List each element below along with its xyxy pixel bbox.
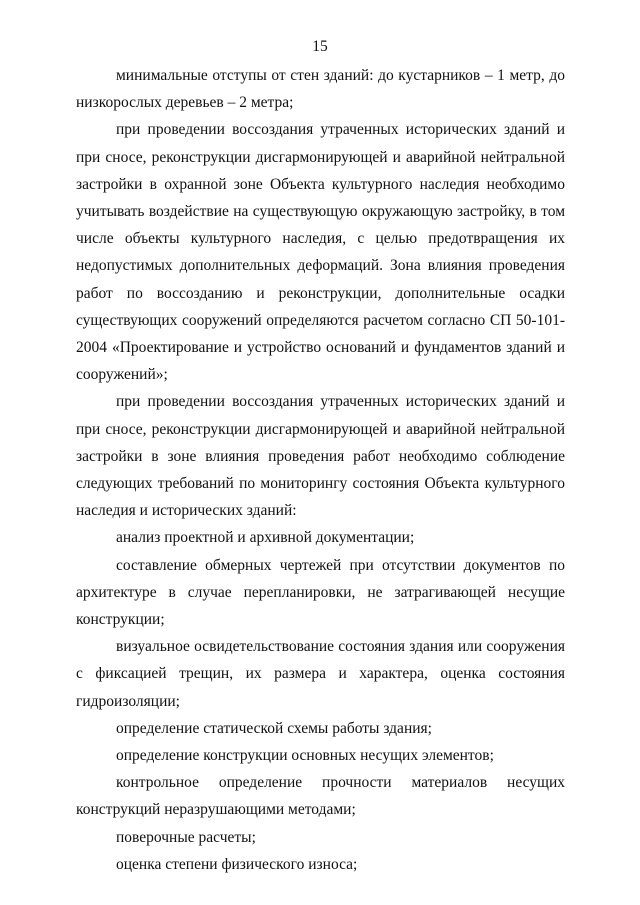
list-item-verification-calculations: поверочные расчеты;: [116, 828, 256, 846]
list-item-documentation-analysis: анализ проектной и архивной документации;: [116, 529, 415, 547]
list-item-measurement-drawings: составление обмерных чертежей при отсутствии документов по архитектуре в случае перепланировки, не затрагивающей несущие конструкции;: [76, 556, 565, 629]
page-number: 15: [312, 38, 328, 55]
document-body: [76, 62, 565, 878]
paragraph-protection-zone-impact: при проведении воссоздания утраченных исторических зданий и при сносе, реконструкции дисгармонирующей и аварийной нейтральной застройки в охранной зоне Объекта культурного наследия необходимо учитывать воздействие на существующую окружающую застройку, в том числе объекты культурного наследия, с целью предотвращения их недопустимых дополнительных деформаций. Зона влияния проведения работ по воссозданию и реконструкции, дополнительные осадки существующих сооружений определяются расчетом согласно СП 50-101-2004 «Проектирование и устройство оснований и фундаментов зданий и сооружений»;: [76, 121, 565, 384]
list-item-strength-testing: контрольное определение прочности материалов несущих конструкций неразрушающими методами;: [76, 774, 565, 819]
paragraph-planting-setbacks: минимальные отступы от стен зданий: до кустарников – 1 метр, до низкорослых деревьев – 2 метра;: [76, 67, 565, 112]
list-item-wear-assessment: оценка степени физического износа;: [116, 855, 358, 873]
paragraph-monitoring-requirements: при проведении воссоздания утраченных исторических зданий и при сносе, реконструкции дисгармонирующей и аварийной нейтральной застройки в зоне влияния проведения работ необходимо соблюдение следующих требований по мониторингу состояния Объекта культурного наследия и исторических зданий:: [76, 393, 565, 520]
list-item-load-bearing-elements: определение конструкции основных несущих элементов;: [116, 747, 494, 765]
list-item-static-scheme: определение статической схемы работы здания;: [116, 719, 432, 737]
list-item-visual-inspection: визуальное освидетельствование состояния здания или сооружения с фиксацией трещин, их размера и характера, оценка состояния гидроизоляции;: [76, 638, 565, 710]
